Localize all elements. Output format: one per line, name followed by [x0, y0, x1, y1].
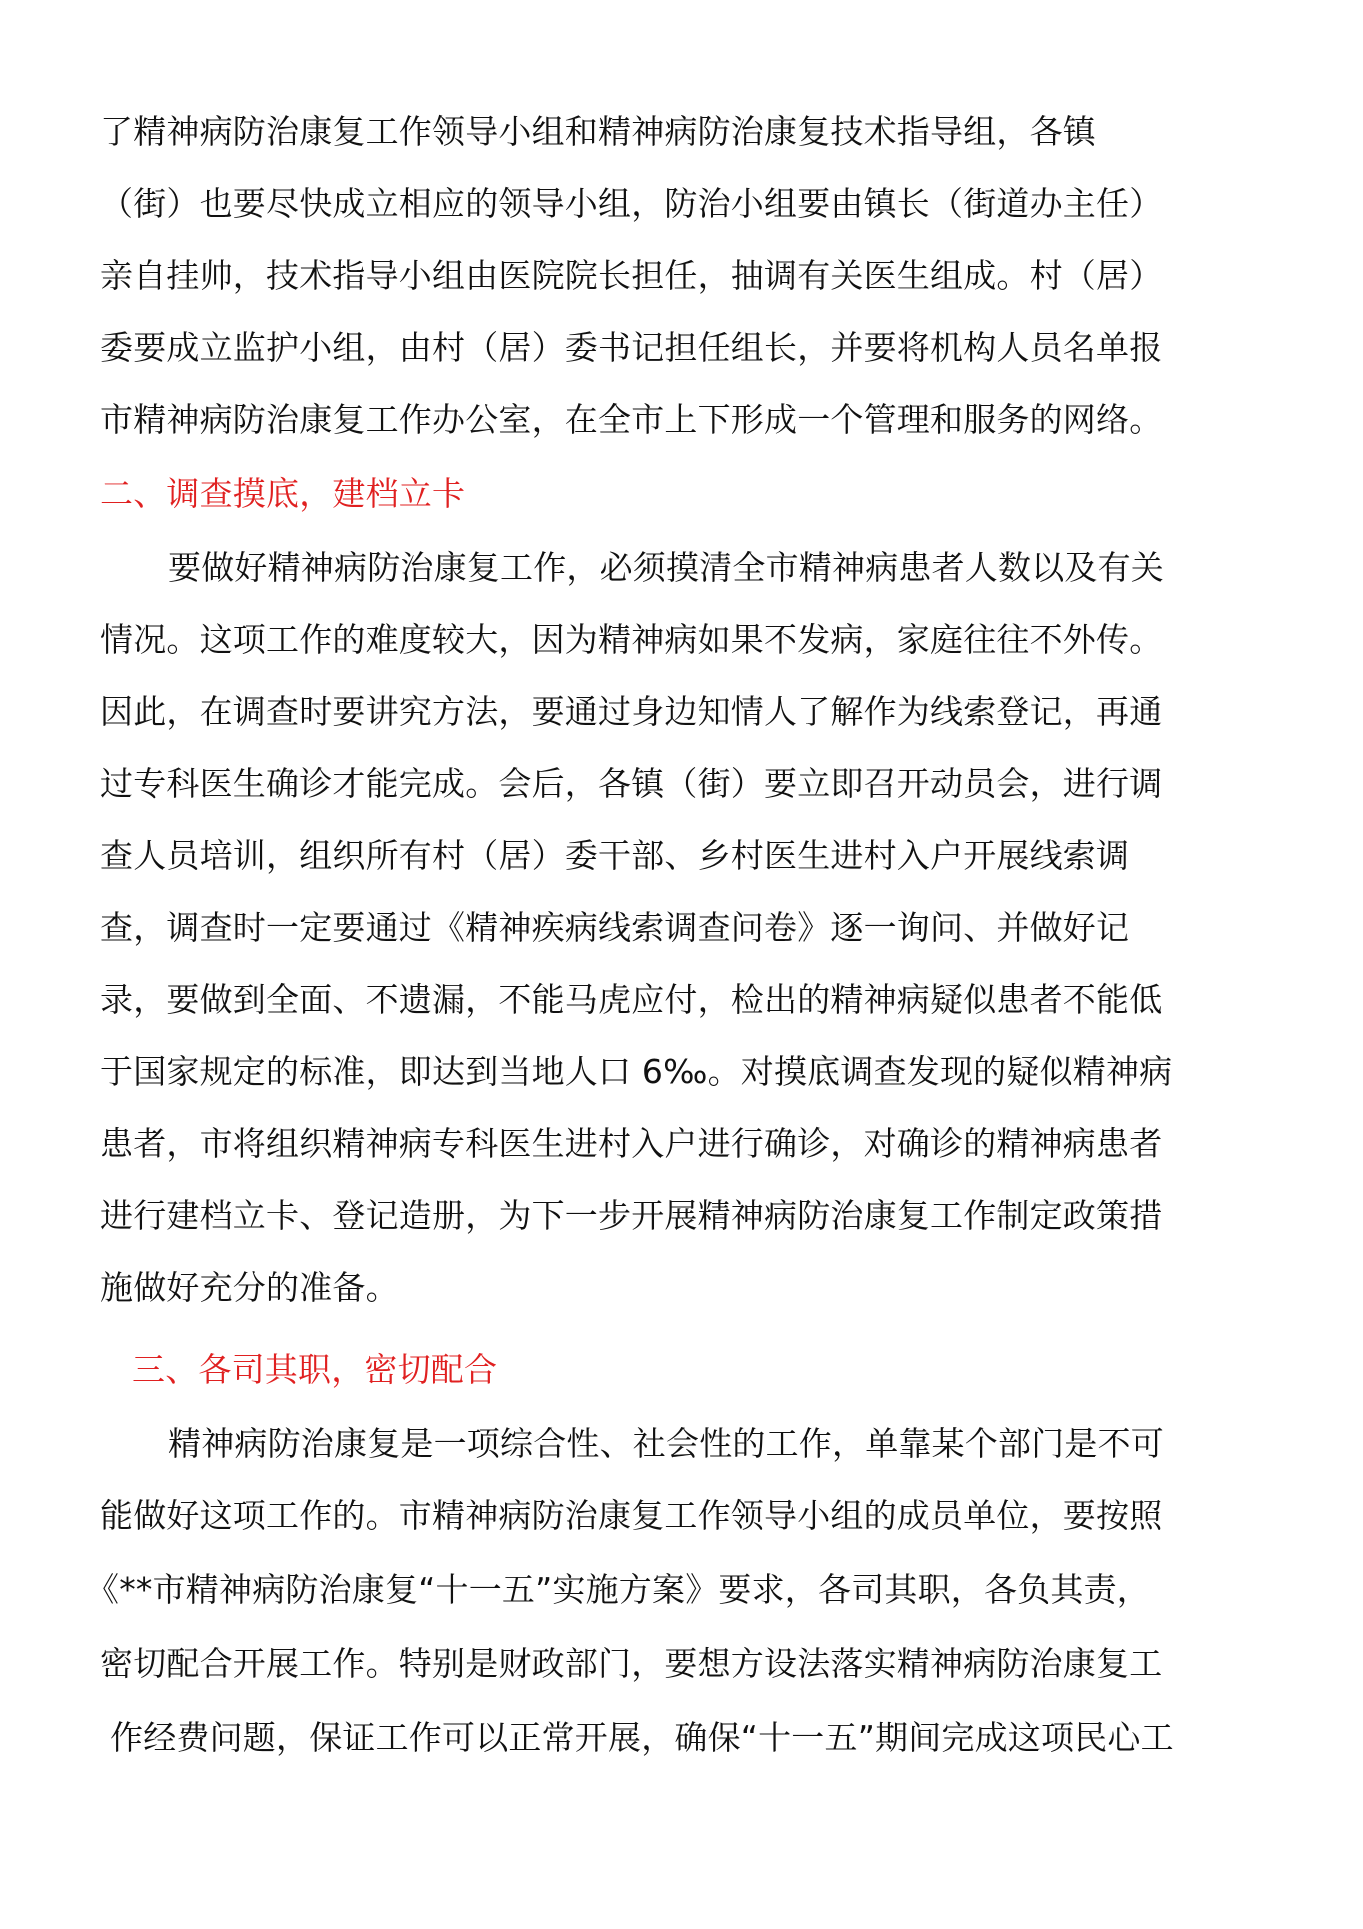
body-line: 精神病防治康复是一项综合性、社会性的工作，单靠某个部门是不可 — [168, 1424, 1164, 1463]
body-line: 委要成立监护小组，由村（居）委书记担任组长，并要将机构人员名单报 — [100, 328, 1163, 367]
body-line: 录，要做到全面、不遗漏，不能马虎应付，检出的精神病疑似患者不能低 — [100, 980, 1163, 1019]
section-heading: 三、各司其职，密切配合 — [132, 1350, 498, 1389]
body-line: 查人员培训，组织所有村（居）委干部、乡村医生进村入户开展线索调 — [100, 836, 1130, 875]
body-line: 市精神病防治康复工作办公室，在全市上下形成一个管理和服务的网络。 — [100, 400, 1163, 439]
body-line: 因此，在调查时要讲究方法，要通过身边知情人了解作为线索登记，再通 — [100, 692, 1163, 731]
body-line: 施做好充分的准备。 — [100, 1268, 399, 1307]
section-heading: 二、调查摸底，建档立卡 — [100, 474, 466, 513]
body-line: 作经费问题，保证工作可以正常开展，确保“十一五”期间完成这项民心工 — [110, 1718, 1174, 1757]
body-line: 亲自挂帅，技术指导小组由医院院长担任，抽调有关医生组成。村（居） — [100, 256, 1163, 295]
body-line: 患者，市将组织精神病专科医生进村入户进行确诊，对确诊的精神病患者 — [100, 1124, 1163, 1163]
body-line: 要做好精神病防治康复工作，必须摸清全市精神病患者人数以及有关 — [168, 548, 1164, 587]
body-line: 过专科医生确诊才能完成。会后，各镇（街）要立即召开动员会，进行调 — [100, 764, 1163, 803]
body-line: 《**市精神病防治康复“十一五”实施方案》要求，各司其职，各负其责， — [86, 1570, 1150, 1609]
body-line: 查，调查时一定要通过《精神疾病线索调查问卷》逐一询问、并做好记 — [100, 908, 1130, 947]
body-line: 于国家规定的标准，即达到当地人口 6‰。对摸底调查发现的疑似精神病 — [100, 1052, 1173, 1091]
body-line: 密切配合开展工作。特别是财政部门，要想方设法落实精神病防治康复工 — [100, 1644, 1163, 1683]
body-line: 能做好这项工作的。市精神病防治康复工作领导小组的成员单位，要按照 — [100, 1496, 1163, 1535]
body-line: 进行建档立卡、登记造册，为下一步开展精神病防治康复工作制定政策措 — [100, 1196, 1163, 1235]
body-line: 情况。这项工作的难度较大，因为精神病如果不发病，家庭往往不外传。 — [100, 620, 1163, 659]
body-line: 了精神病防治康复工作领导小组和精神病防治康复技术指导组，各镇 — [100, 112, 1096, 151]
body-line: （街）也要尽快成立相应的领导小组，防治小组要由镇长（街道办主任） — [100, 184, 1163, 223]
